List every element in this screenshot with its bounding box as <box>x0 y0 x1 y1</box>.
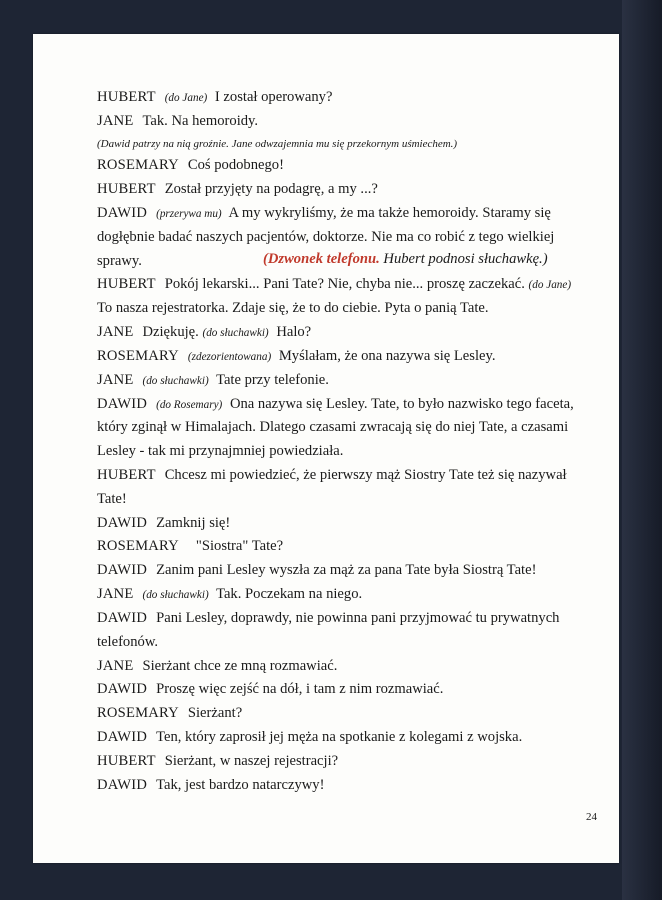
dialogue-line <box>97 537 593 555</box>
continuation-line <box>97 252 593 270</box>
dialogue-line <box>97 204 593 223</box>
dialogue-line <box>97 156 593 174</box>
speaker-name: DAWID <box>97 681 148 697</box>
red-stage-direction: (Dzwonek telefonu. <box>263 251 380 267</box>
stage-direction: (do Rosemary) <box>156 399 223 411</box>
speaker-name: ROSEMARY <box>97 538 179 554</box>
dialogue-text: Tate przy telefonie. <box>216 372 329 388</box>
dialogue-line <box>97 180 593 198</box>
dialogue-text: Proszę więc zejść na dół, i tam z nim rozmawiać. <box>156 681 444 697</box>
stage-direction: (do słuchawki) <box>142 589 209 601</box>
speaker-name: JANE <box>97 113 134 129</box>
scanner-background <box>622 0 662 900</box>
speaker-name: HUBERT <box>97 181 156 197</box>
dialogue-line <box>97 657 593 675</box>
dialogue-line <box>97 88 593 107</box>
dialogue-text: Sierżant? <box>187 705 243 721</box>
dialogue-text: Ona nazywa się Lesley. Tate, to było nazwisko tego faceta, <box>229 396 574 412</box>
dialogue-line <box>97 728 593 746</box>
dialogue-text: Zamknij się! <box>156 515 231 531</box>
stage-direction: (zdezorientowana) <box>187 351 272 363</box>
dialogue-line <box>97 680 593 698</box>
speaker-name: DAWID <box>97 205 148 221</box>
dialogue-text: Zanim pani Lesley wyszła za mąż za pana Tate była Siostrą Tate! <box>156 562 537 578</box>
dialogue-text: sprawy. <box>97 253 142 269</box>
dialogue-text: Pani Lesley, doprawdy, nie powinna pani przyjmować tu prywatnych <box>156 610 560 626</box>
dialogue-line <box>97 112 593 130</box>
speaker-name: HUBERT <box>97 89 156 105</box>
dialogue-line <box>97 752 593 770</box>
dialogue-text: Chcesz mi powiedzieć, że pierwszy mąż Siostry Tate też się nazywał <box>164 467 567 483</box>
dialogue-text: Pokój lekarski... Pani Tate? Nie, chyba nie... proszę zaczekać. <box>164 276 525 292</box>
speaker-name: HUBERT <box>97 467 156 483</box>
dialogue-text: A my wykryliśmy, że ma także hemoroidy. Staramy się <box>228 205 551 221</box>
stage-direction-line: (Dawid patrzy na nią groźnie. Jane odwzajemnia mu się przekornym uśmiechem.) <box>97 138 458 150</box>
dialogue-line <box>97 371 593 390</box>
dialogue-line <box>97 561 593 579</box>
continuation-line: Tate! <box>97 491 127 507</box>
dialogue-line <box>97 514 593 532</box>
dialogue-line <box>97 585 593 604</box>
dialogue-text: Został przyjęty na podagrę, a my ...? <box>164 181 378 197</box>
speaker-name: DAWID <box>97 729 148 745</box>
dialogue-text: I został operowany? <box>214 89 333 105</box>
speaker-name: ROSEMARY <box>97 348 179 364</box>
speaker-name: ROSEMARY <box>97 705 179 721</box>
speaker-name: DAWID <box>97 396 148 412</box>
speaker-name: JANE <box>97 658 134 674</box>
continuation-line: dogłębnie badać naszych pacjentów, doktorze. Nie ma co robić z tego wielkiej <box>97 229 555 245</box>
stage-direction: (przerywa mu) <box>156 208 222 220</box>
speaker-name: DAWID <box>97 562 148 578</box>
dialogue-line <box>97 275 593 294</box>
dialogue-line <box>97 704 593 722</box>
dialogue-text: Myślałam, że ona nazywa się Lesley. <box>278 348 496 364</box>
speaker-name: HUBERT <box>97 276 156 292</box>
script-page <box>33 34 619 863</box>
speaker-name: DAWID <box>97 610 148 626</box>
dialogue-text: Tak, jest bardzo natarczywy! <box>156 777 325 793</box>
speaker-name: JANE <box>97 372 134 388</box>
continuation-line: który zginął w Himalajach. Dlatego czasami zwracają się do niej Tate, a czasami <box>97 419 569 435</box>
speaker-name: JANE <box>97 586 134 602</box>
dialogue-line <box>97 323 593 342</box>
dialogue-text: Dziękuję. <box>142 324 199 340</box>
stage-direction: (do Jane) <box>164 92 208 104</box>
continuation-line: Lesley - tak mi przynajmniej powiedziała. <box>97 443 344 459</box>
dialogue-text: Halo? <box>276 324 312 340</box>
dialogue-line <box>97 347 593 366</box>
dialogue-line <box>97 609 593 627</box>
dialogue-line <box>97 466 593 484</box>
dialogue-text: "Siostra" Tate? <box>195 538 284 554</box>
dialogue-text: Tak. Na hemoroidy. <box>142 113 259 129</box>
page-number: 24 <box>586 811 597 823</box>
continuation-line: To nasza rejestratorka. Zdaje się, że to do ciebie. Pyta o panią Tate. <box>97 300 489 316</box>
dialogue-text: Coś podobnego! <box>187 157 284 173</box>
continuation-line: telefonów. <box>97 634 159 650</box>
phone-ring-direction <box>263 250 548 268</box>
stage-direction: (do słuchawki) <box>202 327 269 339</box>
dialogue-line <box>97 395 593 414</box>
stage-direction: Hubert podnosi słuchawkę.) <box>383 251 548 267</box>
speaker-name: DAWID <box>97 777 148 793</box>
speaker-name: HUBERT <box>97 753 156 769</box>
speaker-name: ROSEMARY <box>97 157 179 173</box>
stage-direction: (do słuchawki) <box>142 375 209 387</box>
speaker-name: DAWID <box>97 515 148 531</box>
dialogue-text: Sierżant, w naszej rejestracji? <box>164 753 339 769</box>
dialogue-text: Sierżant chce ze mną rozmawiać. <box>142 658 338 674</box>
dialogue-line <box>97 776 593 794</box>
dialogue-text: Ten, który zaprosił jej męża na spotkanie z kolegami z wojska. <box>156 729 523 745</box>
stage-direction: (do Jane) <box>528 279 572 291</box>
dialogue-text: Tak. Poczekam na niego. <box>216 586 363 602</box>
speaker-name: JANE <box>97 324 134 340</box>
